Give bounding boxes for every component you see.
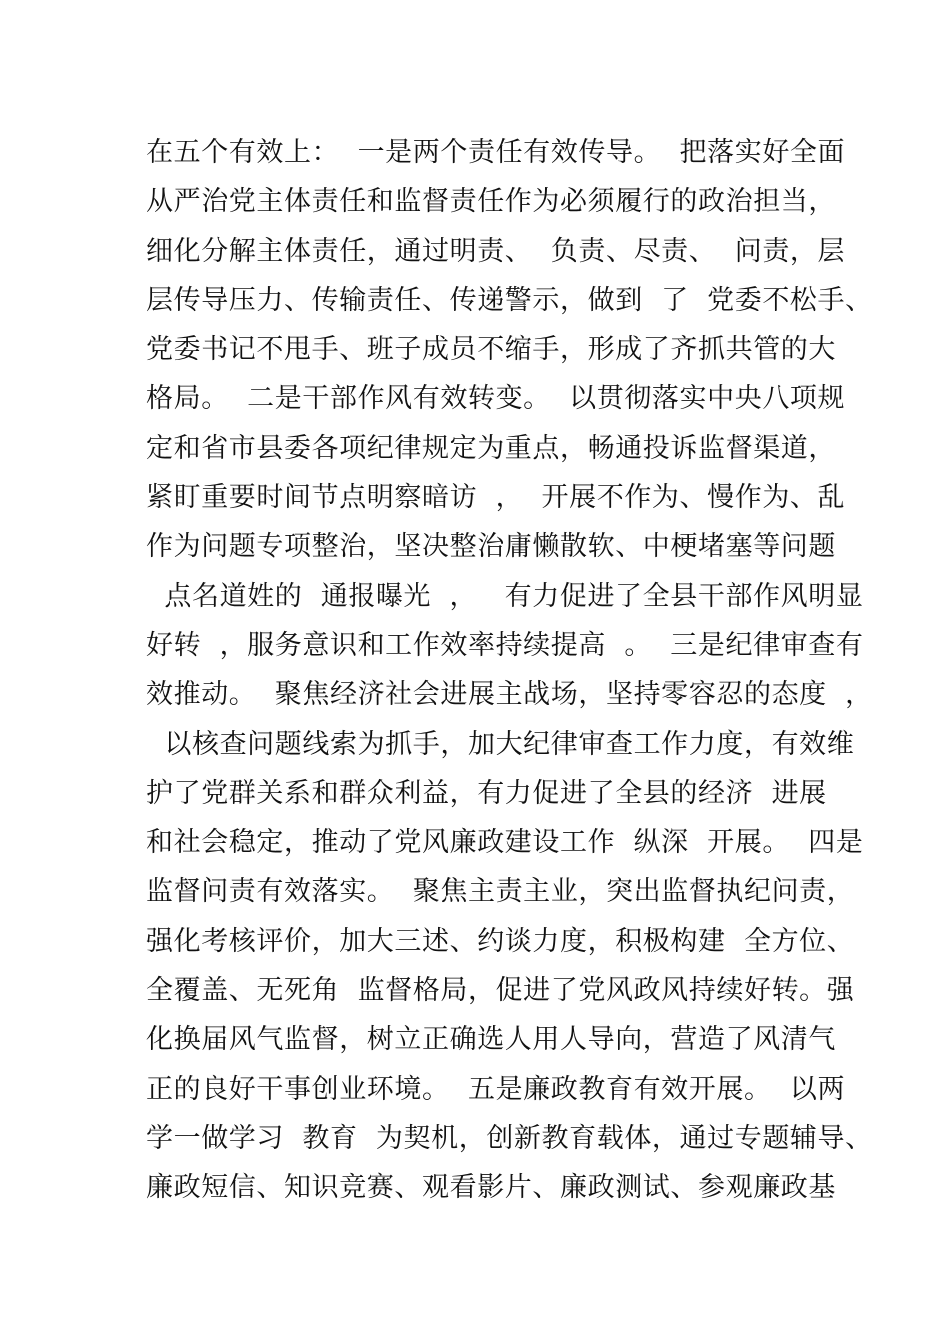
text-line: 作为问题专项整治，坚决整治庸懒散软、中梗堵塞等问题 bbox=[146, 531, 836, 563]
text-line: 紧盯重要时间节点明察暗访 ， 开展不作为、慢作为、乱 bbox=[146, 482, 846, 514]
text-line: 效推动。 聚焦经济社会进展主战场，坚持零容忍的态度 ， bbox=[146, 679, 873, 711]
text-line: 和社会稳定，推动了党风廉政建设工作 纵深 开展。 四是 bbox=[146, 827, 864, 859]
text-line: 定和省市县委各项纪律规定为重点，畅通投诉监督渠道， bbox=[146, 432, 836, 464]
body-paragraph bbox=[146, 128, 873, 1213]
text-line: 从严治党主体责任和监督责任作为必须履行的政治担当， bbox=[146, 186, 836, 218]
text-line: 格局。 二是干部作风有效转变。 以贯彻落实中央八项规 bbox=[146, 383, 846, 415]
text-line: 好转 ，服务意识和工作效率持续提高 。 三是纪律审查有 bbox=[146, 629, 864, 661]
text-line: 正的良好干事创业环境。 五是廉政教育有效开展。 以两 bbox=[146, 1073, 846, 1105]
text-line: 强化考核评价，加大三述、约谈力度，积极构建 全方位、 bbox=[146, 925, 855, 957]
text-line: 在五个有效上： 一是两个责任有效传导。 把落实好全面 bbox=[146, 137, 846, 168]
text-line: 学一做学习 教育 为契机，创新教育载体，通过专题辅导、 bbox=[146, 1122, 873, 1154]
text-line: 全覆盖、无死角 监督格局，促进了党风政风持续好转。强 bbox=[146, 975, 855, 1007]
text-line: 护了党群关系和群众利益，有力促进了全县的经济 进展 bbox=[146, 777, 827, 809]
text-line: 以核查问题线索为抓手，加大纪律审查工作力度，有效维 bbox=[146, 728, 855, 760]
text-line: 化换届风气监督，树立正确选人用人导向，营造了风清气 bbox=[146, 1024, 836, 1056]
text-line: 监督问责有效落实。 聚焦主责主业，突出监督执纪问责， bbox=[146, 876, 855, 908]
text-line: 廉政短信、知识竞赛、观看影片、廉政测试、参观廉政基 bbox=[146, 1172, 836, 1204]
text-line: 细化分解主体责任，通过明责、 负责、尽责、 问责，层 bbox=[146, 235, 846, 267]
text-line: 层传导压力、传输责任、传递警示，做到 了 党委不松手、 bbox=[146, 284, 873, 316]
text-line: 党委书记不甩手、班子成员不缩手，形成了齐抓共管的大 bbox=[146, 334, 836, 366]
text-line: 点名道姓的 通报曝光 ， 有力促进了全县干部作风明显 bbox=[146, 580, 864, 612]
